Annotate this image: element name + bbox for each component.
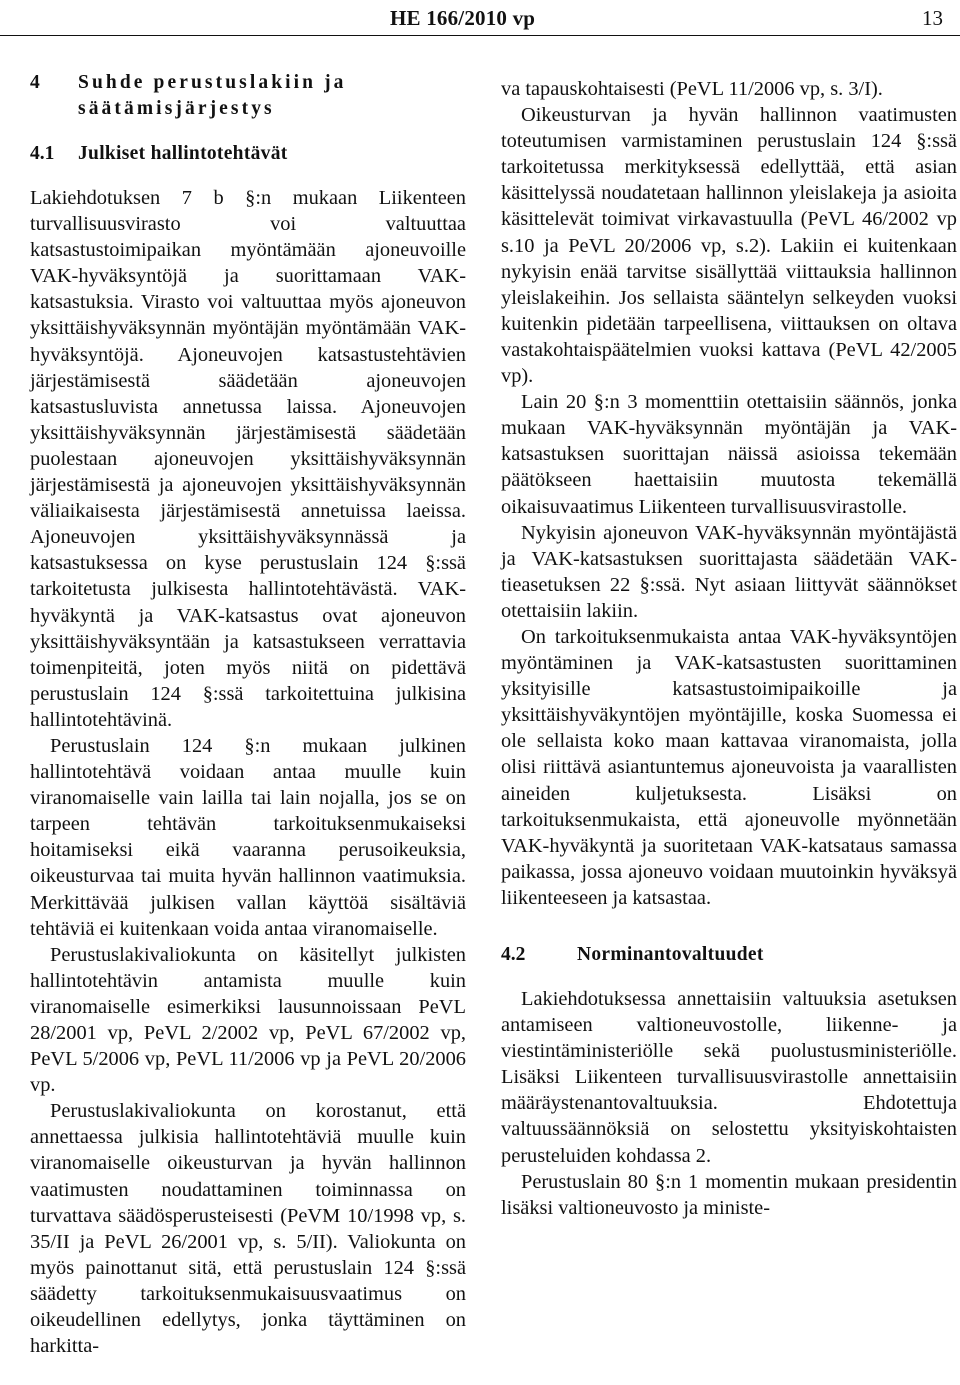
section-heading <box>30 70 466 122</box>
page-number: 13 <box>922 6 943 30</box>
subsection-number: 4.2 <box>501 944 526 965</box>
subsection-title: Norminantovaltuudet <box>577 944 764 965</box>
left-column <box>30 70 466 1359</box>
section-number: 4 <box>30 72 40 93</box>
body-paragraph: Oikeusturvan ja hyvän hallinnon vaatimusten toteutumisen varmistaminen perustuslain 124 §:ssä tarkoitetussa merkityksessä edellyttää, että asian käsittelyssä noudatetaan hallinnon yleislakeja ja asioita käsittelevät toimivat virkavastuulla (PeVL 46/2002 vp s.10 ja PeVL 20/2006 vp, s.2). Lakiin ei kuitenkaan nykyisin enää tarvitse sisällyttää viittauksia hallinnon yleislakeihin. Jos sellaista sääntelyn selkeyden vuoksi kuitenkin pidetään tarpeellisena, viittauksen on oltava vastakohtaispäätelmien vuoksi kattava (PeVL 42/2005 vp). <box>501 104 957 388</box>
document-reference: HE 166/2010 vp <box>390 6 536 30</box>
body-paragraph: Lain 20 §:n 3 momenttiin otettaisiin säännös, jonka mukaan VAK-hyväksynnän myöntäjän ja VAK-katsastuksen suorittajan näissä asioissa tekemään päätökseen haettaisiin muutosta tekemällä oikaisuvaatimus Liikenteen turvallisuusvirastolle. <box>501 391 957 518</box>
right-column <box>501 76 957 1221</box>
subsection-title: Julkiset hallintotehtävät <box>78 143 288 164</box>
body-paragraph: va tapauskohtaisesti (PeVL 11/2006 vp, s. 3/I). <box>501 78 883 100</box>
running-header <box>0 0 960 36</box>
body-paragraph: Perustuslain 124 §:n mukaan julkinen hallintotehtävä voidaan antaa muulle kuin viranomaiselle vain lailla tai lain nojalla, jos se on tarpeen tehtävän tarkoituksenmukaiseksi hoitamiseksi eikä vaaranna perusoikeuksia, oikeusturvaa tai muita hyvän hallinnon vaatimuksia. Merkittävää julkisen vallan käyttöä sisältäviä tehtäviä ei kuitenkaan voida antaa viranomaiselle. <box>30 734 466 940</box>
body-paragraph: On tarkoituksenmukaista antaa VAK-hyväksyntöjen myöntäminen ja VAK-katsastusten suorittaminen yksityisille katsastustoimipaikoille ja yksittäishyväkyntöjen myöntäjille, koska Suomessa ei ole sellaista koko maan kattavaa viranomaista, jolla olisi riittävä asiantuntemus ajoneuvoista ja vaarallisten aineiden kuljetuksesta. Lisäksi on tarkoituksenmukaista, että ajoneuvolle myönnetään VAK-hyväkyntä ja suoritetaan VAK-katsataus samassa paikassa, jossa ajoneuvo voidaan muutoinkin hyväksyä liikenteeseen ja katsastaa. <box>501 625 957 909</box>
body-paragraph: Lakiehdotuksessa annettaisiin valtuuksia asetuksen antamiseen valtioneuvostolle, liikenne- ja viestintäministeriölle sekä puolustusministeriölle. Lisäksi Liikenteen turvallisuusvirastolle annettaisiin määräystenantovaltuuksia. Ehdotettuja valtuussäännöksiä on selostettu yksityiskohtaisten perusteluiden kohdassa 2. <box>501 988 957 1167</box>
section-title: Suhde perustuslakiin ja säätämisjärjestys <box>78 72 347 119</box>
body-paragraph: Perustuslakivaliokunta on korostanut, että annettaessa julkisia hallintotehtäviä muulle kuin viranomaiselle oikeusturvan ja hyvän hallinnon vaatimusten noudattaminen toiminnassa on turvattava säädösperusteisesti (PeVM 10/1998 vp, s. 35/II ja PeVL 26/2001 vp, s. 5/II). Valiokunta on myös painottanut sitä, että perustuslain 124 §:ssä säädetty tarkoituksenmukaisuusvaatimus on oikeudellinen edellytys, jonka täyttäminen on harkitta- <box>30 1100 466 1358</box>
subsection-number: 4.1 <box>30 143 55 164</box>
header-rule <box>0 35 960 36</box>
body-paragraph: Nykyisin ajoneuvon VAK-hyväksynnän myöntäjästä ja VAK-katsastuksen suorittajasta säädetään VAK-tieasetuksen 22 §:ssä. Nyt asiaan liittyvät säännökset otettaisiin lakiin. <box>501 521 957 622</box>
body-paragraph: Perustuslain 80 §:n 1 momentin mukaan presidentin lisäksi valtioneuvosto ja ministe- <box>501 1170 957 1219</box>
body-paragraph: Lakiehdotuksen 7 b §:n mukaan Liikenteen turvallisuusvirasto voi valtuuttaa katsastustoimipaikan myöntämään ajoneuvoille VAK-hyväksyntöjä ja suorittamaan VAK-katsastuksia. Virasto voi valtuuttaa myös ajoneuvon yksittäishyväksynnän myöntäjän myöntämään VAK-hyväksyntöjä. Ajoneuvojen katsastustehtävien järjestämisestä säädetään ajoneuvojen katsastusluvista annetussa laissa. Ajoneuvojen yksittäishyväksynnän järjestämisestä säädetään puolestaan ajoneuvojen yksittäishyväksynnän järjestämisestä ja ajoneuvojen yksittäishyväksynnän väliaikaisesta järjestämisestä annetuissa laeissa. Ajoneuvojen yksittäishyväksynnässä ja katsastuksessa on kyse perustuslain 124 §:ssä tarkoitetusta julkisesta hallintotehtävästä. VAK-hyväkyntä ja VAK-katsastus ovat ajoneuvon yksittäishyväksyntään ja katsastukseen verrattavia toimenpiteitä, joten myös niitä on pidettävä perustuslain 124 §:ssä tarkoitettuina julkisina hallintotehtävinä. <box>30 187 466 731</box>
body-paragraph: Perustuslakivaliokunta on käsitellyt julkisten hallintotehtävin antamista muulle kuin viranomaiselle esimerkiksi lausunnoissaan PeVL 28/2001 vp, PeVL 2/2002 vp, PeVL 67/2002 vp, PeVL 5/2006 vp, PeVL 11/2006 vp ja PeVL 20/2006 vp. <box>30 943 466 1097</box>
subsection-heading <box>501 942 957 968</box>
subsection-heading <box>30 141 466 167</box>
